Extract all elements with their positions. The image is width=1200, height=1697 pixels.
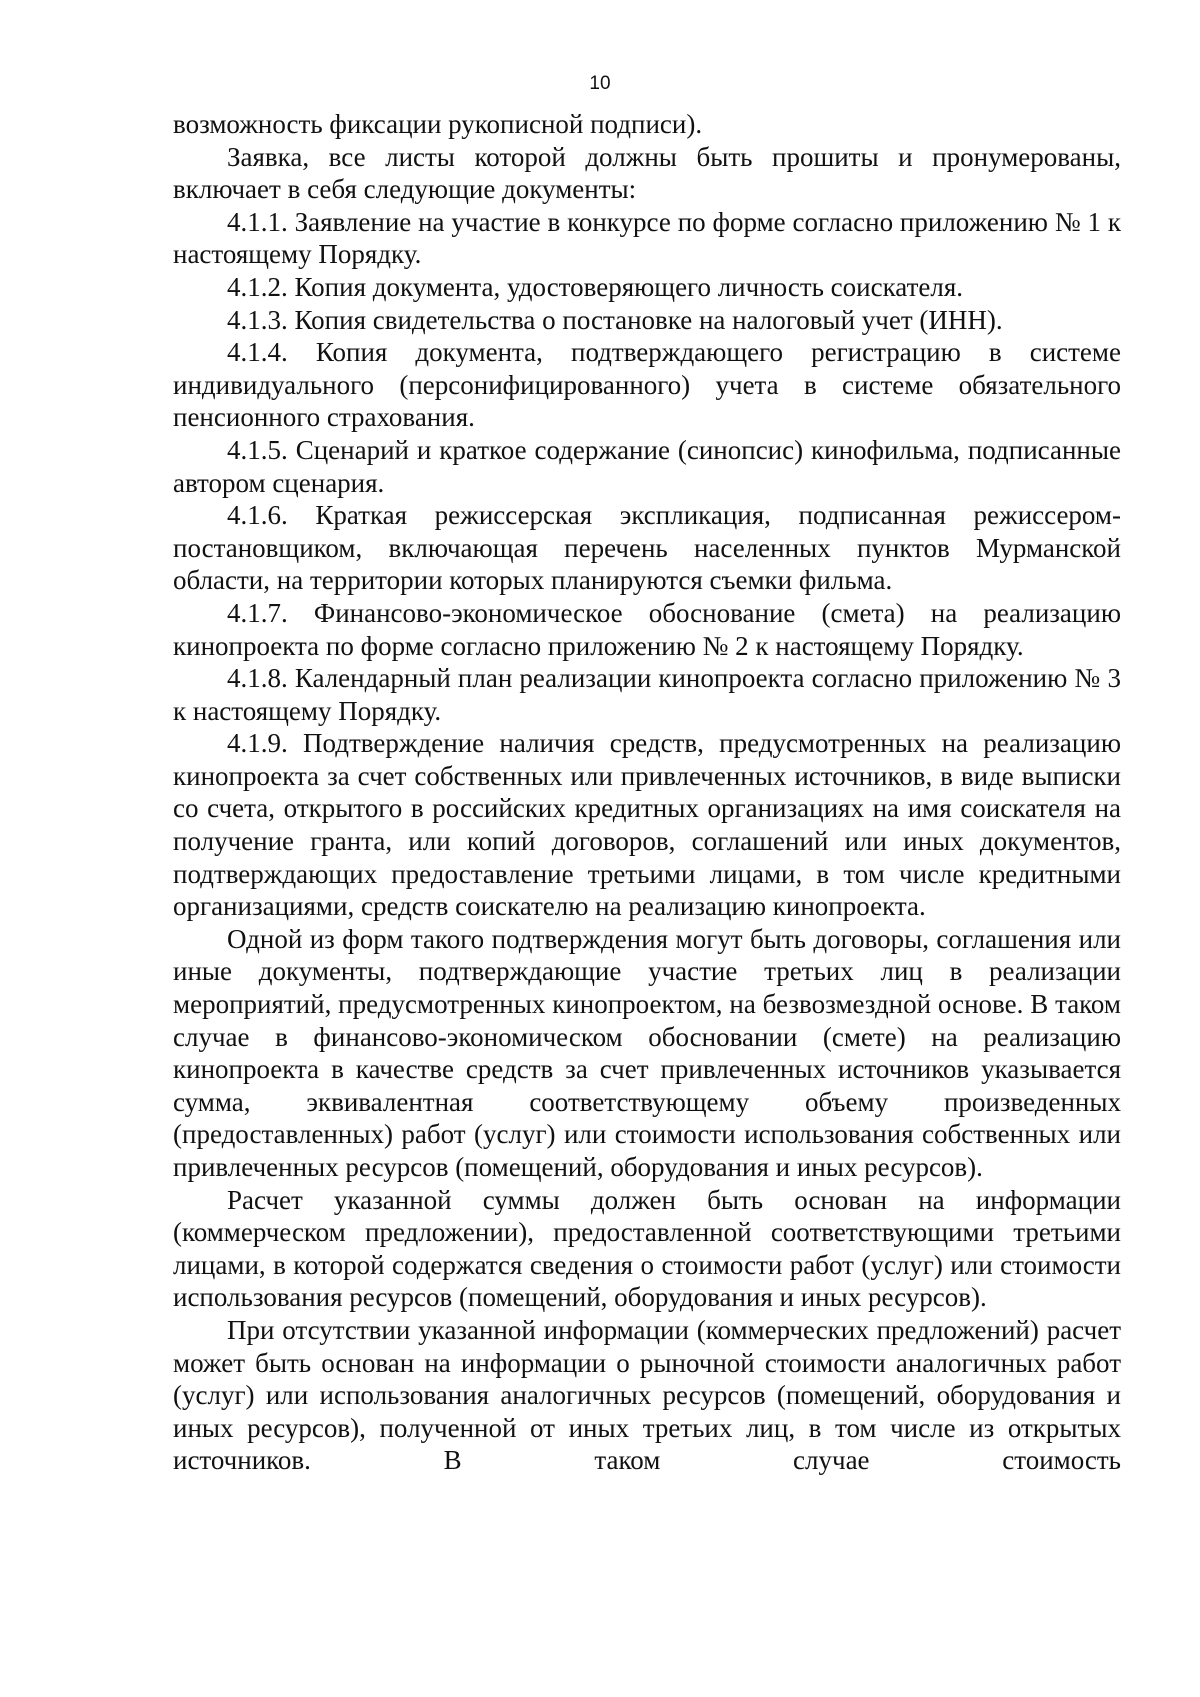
paragraph-application-intro: Заявка, все листы которой должны быть прошиты и пронумерованы, включает в себя следующие документы: xyxy=(173,141,1121,205)
paragraph-no-information: При отсутствии указанной информации (коммерческих предложений) расчет может быть основан на информации о рыночной стоимости аналогичных работ (услуг) или использования аналогичных ресурсов (помещений, оборудования и иных ресурсов), полученной от иных третьих лиц, в том числе из открытых источников. В таком случае стоимость xyxy=(173,1314,1121,1476)
document-body xyxy=(173,108,1121,1477)
paragraph-item-4-1-9: 4.1.9. Подтверждение наличия средств, предусмотренных на реализацию кинопроекта за счет собственных или привлеченных источников, в виде выписки со счета, открытого в российских кредитных организациях на имя соискателя на получение гранта, или копий договоров, соглашений или иных документов, подтверждающих предоставление третьими лицами, в том числе кредитными организациями, средств соискателю на реализацию кинопроекта. xyxy=(173,728,1121,922)
paragraph-item-4-1-2: 4.1.2. Копия документа, удостоверяющего личность соискателя. xyxy=(227,271,964,302)
paragraph-item-4-1-3: 4.1.3. Копия свидетельства о постановке на налоговый учет (ИНН). xyxy=(227,304,1003,335)
page-number: 10 xyxy=(589,73,611,94)
paragraph-confirmation-forms: Одной из форм такого подтверждения могут быть договоры, соглашения или иные документы, подтверждающие участие третьих лиц в реализации мероприятий, предусмотренных кинопроектом, на безвозмездной основе. В таком случае в финансово-экономическом обосновании (смете) на реализацию кинопроекта в качестве средств за счет привлеченных источников указывается сумма, эквивалентная соответствующему объему произведенных (предоставленных) работ (услуг) или стоимости использования собственных или привлеченных ресурсов (помещений, оборудования и иных ресурсов). xyxy=(173,923,1121,1182)
paragraph-item-4-1-7: 4.1.7. Финансово-экономическое обоснование (смета) на реализацию кинопроекта по форме согласно приложению № 2 к настоящему Порядку. xyxy=(173,597,1121,661)
paragraph-sum-calculation: Расчет указанной суммы должен быть основан на информации (коммерческом предложении), предоставленной соответствующими третьими лицами, в которой содержатся сведения о стоимости работ (услуг) или стоимости использования ресурсов (помещений, оборудования и иных ресурсов). xyxy=(173,1184,1121,1313)
paragraph-item-4-1-4: 4.1.4. Копия документа, подтверждающего регистрацию в системе индивидуального (персонифицированного) учета в системе обязательного пенсионного страхования. xyxy=(173,337,1121,433)
paragraph-continuation: возможность фиксации рукописной подписи). xyxy=(173,109,703,139)
paragraph-item-4-1-6: 4.1.6. Краткая режиссерская экспликация, подписанная режиссером-постановщиком, включающая перечень населенных пунктов Мурманской области, на территории которых планируются съемки фильма. xyxy=(173,500,1121,596)
paragraph-item-4-1-1: 4.1.1. Заявление на участие в конкурсе по форме согласно приложению № 1 к настоящему Порядку. xyxy=(173,206,1121,270)
paragraph-item-4-1-8: 4.1.8. Календарный план реализации кинопроекта согласно приложению № 3 к настоящему Порядку. xyxy=(173,663,1121,726)
paragraph-item-4-1-5: 4.1.5. Сценарий и краткое содержание (синопсис) кинофильма, подписанные автором сценария. xyxy=(173,434,1121,498)
